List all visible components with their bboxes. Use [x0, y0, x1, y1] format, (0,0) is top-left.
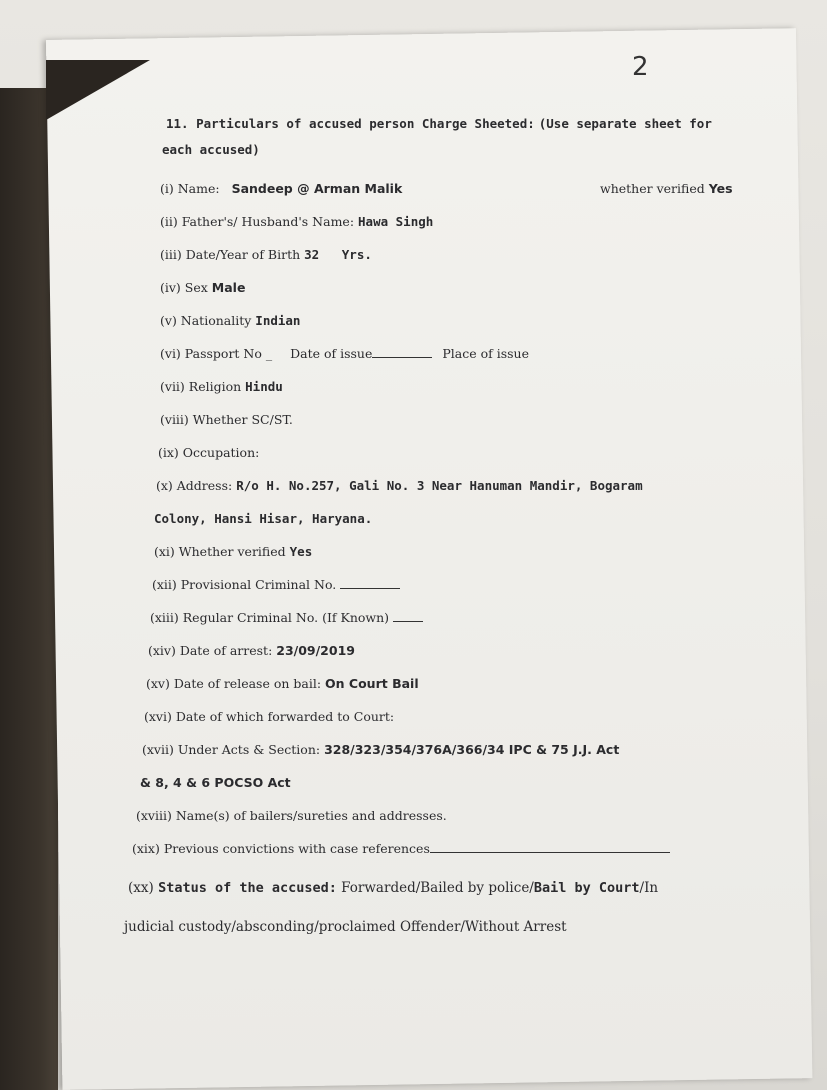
- sex-label: (iv) Sex: [160, 280, 208, 295]
- passport-label: (vi) Passport No _: [160, 346, 273, 361]
- field-dob: [160, 238, 768, 271]
- field-passport: [160, 337, 768, 370]
- field-address-cont: [154, 502, 768, 535]
- provisional-label: (xii) Provisional Criminal No.: [152, 577, 337, 592]
- field-regular: [150, 601, 768, 634]
- name-label: (i) Name:: [160, 181, 220, 196]
- status-num: (xx): [128, 880, 154, 896]
- provisional-blank: [340, 588, 400, 589]
- date-issue-label: Date of issue: [290, 346, 373, 361]
- verified2-label: (xi) Whether verified: [154, 544, 286, 559]
- acts-label: (xvii) Under Acts & Section:: [142, 742, 321, 757]
- name-value: Sandeep @ Arman Malik: [231, 181, 403, 196]
- section-heading-cont: [162, 138, 768, 172]
- bailers-label: (xviii) Name(s) of bailers/sureties and addresses.: [136, 808, 447, 823]
- verified-label: whether verified: [600, 181, 705, 196]
- field-sex: [160, 271, 768, 304]
- heading-note: (Use separate sheet for: [538, 116, 712, 131]
- verified2-value: Yes: [289, 544, 313, 559]
- field-status: [128, 865, 768, 911]
- verified-note: [600, 172, 733, 205]
- dob-label: (iii) Date/Year of Birth: [160, 247, 301, 262]
- status-opt-2: Bail by Court: [533, 880, 640, 896]
- dob-value: 32 Yrs.: [304, 247, 372, 262]
- field-provisional: [152, 568, 768, 601]
- field-occupation: [158, 436, 768, 469]
- field-religion: [160, 370, 768, 403]
- section-heading: [166, 110, 768, 138]
- regular-blank: [393, 621, 423, 622]
- sex-value: Male: [211, 280, 246, 295]
- release-label: (xv) Date of release on bail:: [146, 676, 322, 691]
- field-forwarded: [144, 700, 768, 733]
- nationality-value: Indian: [255, 313, 301, 328]
- religion-value: Hindu: [245, 379, 283, 394]
- father-label: (ii) Father's/ Husband's Name:: [160, 214, 355, 229]
- address-value-2: Colony, Hansi Hisar, Haryana.: [154, 511, 373, 526]
- field-scst: [160, 403, 768, 436]
- convictions-label: (xix) Previous convictions with case references: [132, 841, 430, 856]
- field-acts: [142, 733, 768, 766]
- field-father: [160, 205, 768, 238]
- scst-label: (viii) Whether SC/ST.: [160, 412, 293, 427]
- field-release: [146, 667, 768, 700]
- nationality-label: (v) Nationality: [160, 313, 252, 328]
- field-status-cont: [124, 911, 768, 944]
- convictions-blank: [430, 852, 670, 853]
- field-bailers: [136, 799, 768, 832]
- regular-label: (xiii) Regular Criminal No. (If Known): [150, 610, 390, 625]
- form-content: [118, 110, 768, 944]
- field-name: [160, 172, 768, 205]
- acts-value-1: 328/323/354/376A/366/34 IPC & 75 J.J. Act: [324, 742, 620, 757]
- address-label: (x) Address:: [156, 478, 233, 493]
- field-address: [156, 469, 768, 502]
- date-issue-blank: [372, 357, 432, 358]
- address-value-1: R/o H. No.257, Gali No. 3 Near Hanuman Mandir, Bogaram: [236, 478, 643, 493]
- acts-value-2: & 8, 4 & 6 POCSO Act: [140, 775, 291, 790]
- heading-label: 11. Particulars of accused person Charge Sheeted:: [166, 116, 535, 131]
- page-number: 2: [632, 52, 649, 82]
- arrest-value: 23/09/2019: [276, 643, 355, 658]
- father-value: Hawa Singh: [358, 214, 434, 229]
- field-acts-cont: [140, 766, 768, 799]
- field-nationality: [160, 304, 768, 337]
- verified-value: Yes: [708, 181, 733, 196]
- occupation-label: (ix) Occupation:: [158, 445, 260, 460]
- place-issue-label: Place of issue: [442, 346, 529, 361]
- status-line-2: judicial custody/absconding/proclaimed Offender/Without Arrest: [124, 919, 567, 935]
- field-convictions: [132, 832, 768, 865]
- status-label: Status of the accused:: [158, 880, 337, 896]
- release-value: On Court Bail: [325, 676, 419, 691]
- arrest-label: (xiv) Date of arrest:: [148, 643, 273, 658]
- status-opt-3: /In: [639, 880, 659, 896]
- religion-label: (vii) Religion: [160, 379, 242, 394]
- field-arrest: [148, 634, 768, 667]
- heading-note-cont: each accused): [162, 142, 260, 157]
- field-verified-2: [154, 535, 768, 568]
- status-opt-1: Forwarded/Bailed by police/: [341, 880, 534, 896]
- forwarded-label: (xvi) Date of which forwarded to Court:: [144, 709, 395, 724]
